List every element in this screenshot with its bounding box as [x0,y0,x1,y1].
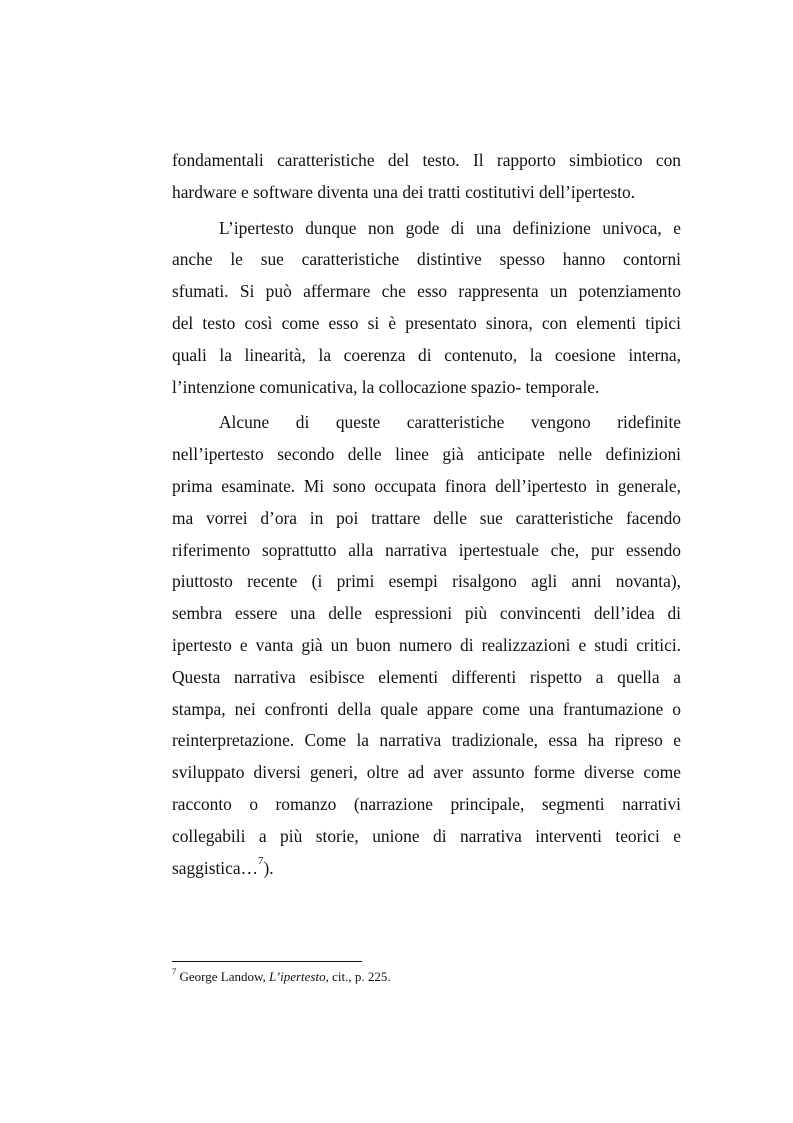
text-line: sembra essere una delle espressioni più convincenti dell’idea di [172,603,681,624]
text-line: sfumati. Si può affermare che esso rappresenta un potenziamento [172,281,681,302]
footnote-author: George Landow, [179,969,270,984]
body-text [172,145,681,884]
text-line: anche le sue caratteristiche distintive spesso hanno contorni [172,249,681,270]
text-fragment: ). [263,857,274,878]
text-line: riferimento soprattutto alla narrativa ipertestuale che, pur essendo [172,539,681,560]
footnote-separator [172,961,362,962]
footnote-title: L’ipertesto [269,969,326,984]
footnote [172,965,391,985]
text-line: collegabili a più storie, unione di narrativa interventi teorici e [172,825,681,846]
text-line: l’intenzione comunicativa, la collocazione spazio- temporale. [172,376,600,397]
text-line-last [172,853,681,885]
text-line: ipertesto e vanta già un buon numero di realizzazioni e studi critici. [172,634,681,655]
text-line: racconto o romanzo (narrazione principale, segmenti narrativi [172,793,681,814]
text-line: reinterpretazione. Come la narrativa tradizionale, essa ha ripreso e [172,730,681,751]
footnote-number: 7 [172,965,177,976]
text-line: hardware e software diventa una dei tratti costitutivi dell’ipertesto. [172,181,636,202]
text-line: nell’ipertesto secondo delle linee già anticipate nelle definizioni [172,444,681,465]
text-line: Questa narrativa esibisce elementi differenti rispetto a quella a [172,666,681,687]
text-line: quali la linearità, la coerenza di contenuto, la coesione interna, [172,344,681,365]
text-line: piuttosto recente (i primi esempi risalgono agli anni novanta), [172,571,681,592]
text-line: prima esaminate. Mi sono occupata finora dell’ipertesto in generale, [172,475,681,496]
text-line: Alcune di queste caratteristiche vengono ridefinite [219,412,681,433]
footnote-citation: , cit., p. 225. [325,969,391,984]
text-line: fondamentali caratteristiche del testo. Il rapporto simbiotico con [172,150,681,170]
text-line: del testo così come esso si è presentato sinora, con elementi tipici [172,312,681,333]
text-line: stampa, nei confronti della quale appare come una frantumazione o [172,698,681,719]
footnote-reference[interactable]: 7 [257,854,264,867]
text-line: ma vorrei d’ora in poi trattare delle sue caratteristiche facendo [172,507,681,528]
text-line: sviluppato diversi generi, oltre ad aver assunto forme diverse come [172,762,681,783]
text-line: L’ipertesto dunque non gode di una definizione univoca, e [219,217,681,238]
text-fragment: saggistica… [172,857,258,878]
